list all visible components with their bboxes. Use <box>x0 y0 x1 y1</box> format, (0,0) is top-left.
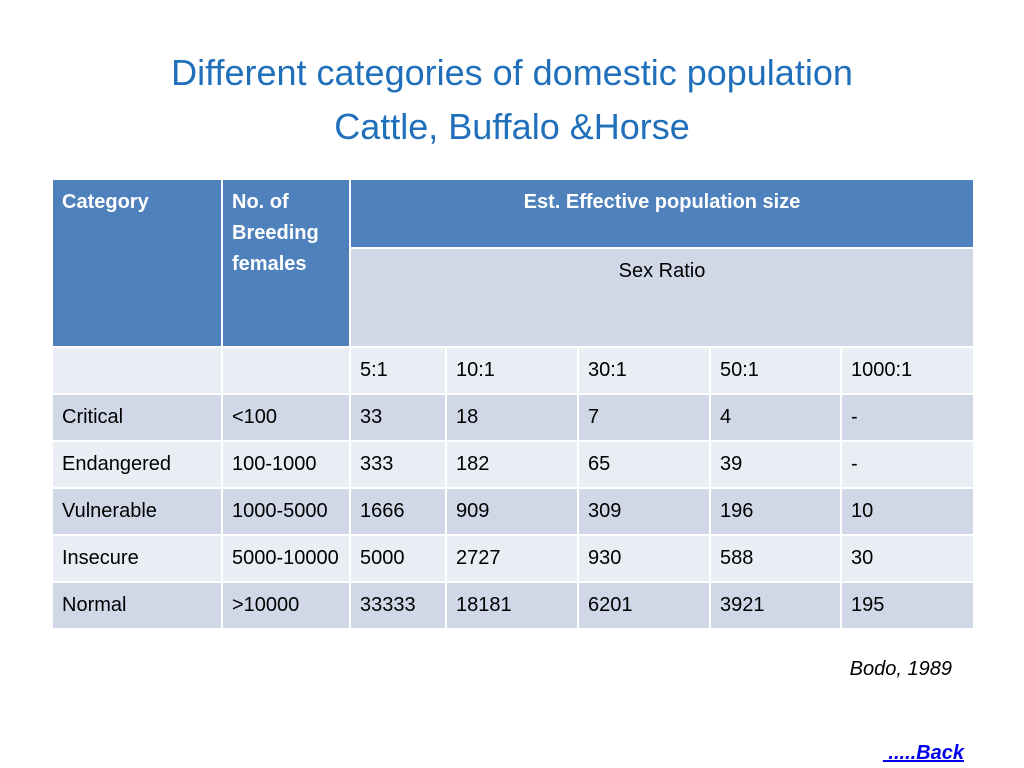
value-cell: 10 <box>841 488 974 535</box>
header-category: Category <box>52 179 222 347</box>
header-breeding-females: No. of Breeding females <box>222 179 350 347</box>
value-cell: 1666 <box>350 488 446 535</box>
value-cell: 65 <box>578 441 710 488</box>
header-row <box>52 179 974 248</box>
table-row <box>52 394 974 441</box>
females-cell: 100-1000 <box>222 441 350 488</box>
value-cell: 309 <box>578 488 710 535</box>
value-cell: 909 <box>446 488 578 535</box>
slide-title-line-1: Different categories of domestic population <box>171 52 853 93</box>
value-cell: 195 <box>841 582 974 629</box>
ratio-cell: 50:1 <box>710 347 841 394</box>
value-cell: 196 <box>710 488 841 535</box>
category-cell: Insecure <box>52 535 222 582</box>
table-row <box>52 535 974 582</box>
category-cell: Vulnerable <box>52 488 222 535</box>
value-cell: 18181 <box>446 582 578 629</box>
value-cell: 3921 <box>710 582 841 629</box>
value-cell: 33 <box>350 394 446 441</box>
females-cell: <100 <box>222 394 350 441</box>
ratio-blank-cell <box>222 347 350 394</box>
value-cell: 930 <box>578 535 710 582</box>
value-cell: 2727 <box>446 535 578 582</box>
females-cell: 5000-10000 <box>222 535 350 582</box>
category-cell: Endangered <box>52 441 222 488</box>
ratio-cell: 5:1 <box>350 347 446 394</box>
header-effective-population-size: Est. Effective population size <box>350 179 974 248</box>
back-link[interactable]: .....Back <box>882 742 964 764</box>
citation: Bodo, 1989 <box>849 658 952 680</box>
table-row <box>52 441 974 488</box>
slide-title <box>0 46 1024 154</box>
ratio-cell: 30:1 <box>578 347 710 394</box>
value-cell: 4 <box>710 394 841 441</box>
value-cell: - <box>841 394 974 441</box>
value-cell: 588 <box>710 535 841 582</box>
value-cell: 18 <box>446 394 578 441</box>
category-cell: Normal <box>52 582 222 629</box>
value-cell: - <box>841 441 974 488</box>
value-cell: 182 <box>446 441 578 488</box>
females-cell: >10000 <box>222 582 350 629</box>
females-cell: 1000-5000 <box>222 488 350 535</box>
value-cell: 6201 <box>578 582 710 629</box>
ratio-cell: 1000:1 <box>841 347 974 394</box>
value-cell: 7 <box>578 394 710 441</box>
value-cell: 333 <box>350 441 446 488</box>
ratio-cell: 10:1 <box>446 347 578 394</box>
value-cell: 33333 <box>350 582 446 629</box>
value-cell: 39 <box>710 441 841 488</box>
table-row <box>52 488 974 535</box>
population-table <box>51 178 975 630</box>
value-cell: 5000 <box>350 535 446 582</box>
category-cell: Critical <box>52 394 222 441</box>
ratio-row <box>52 347 974 394</box>
header-sex-ratio: Sex Ratio <box>350 248 974 347</box>
value-cell: 30 <box>841 535 974 582</box>
slide-title-line-2: Cattle, Buffalo &Horse <box>334 106 690 147</box>
ratio-blank-cell <box>52 347 222 394</box>
table-row <box>52 582 974 629</box>
